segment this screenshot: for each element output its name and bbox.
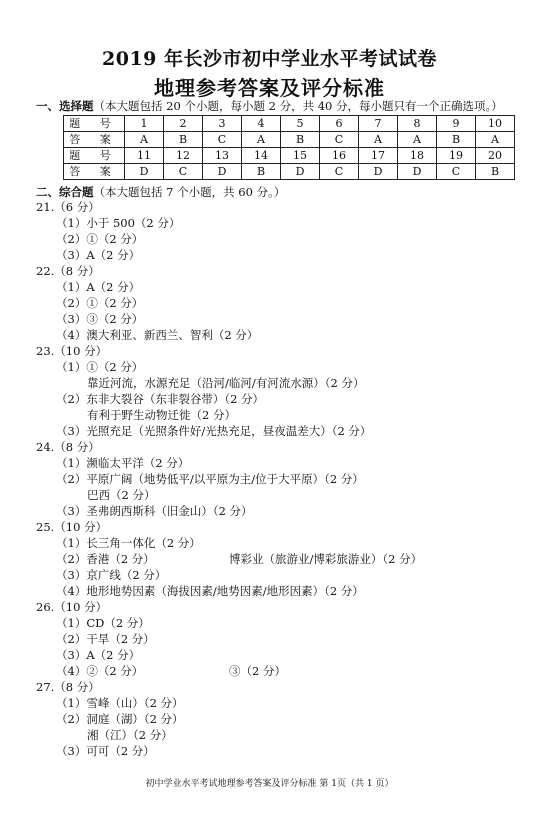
answer-line: （2）①（2 分） xyxy=(56,232,144,246)
answer-table xyxy=(63,115,515,180)
answer-line: （1）小于 500（2 分） xyxy=(56,216,181,230)
answer-cell: D xyxy=(398,164,437,180)
question-number: 15 xyxy=(281,148,320,164)
question-number: 1 xyxy=(125,116,164,132)
answer-cell: A xyxy=(398,132,437,148)
answer-line: （3）A（2 分） xyxy=(56,648,141,662)
answer-line: （2）东非大裂谷（东非裂谷带）（2 分） xyxy=(56,392,265,406)
answer-cell: B xyxy=(476,164,515,180)
answer-line: （2）干旱（2 分） xyxy=(56,632,155,646)
answer-cell: C xyxy=(203,132,242,148)
section1-note: （本大题包括 20 个小题，每小题 2 分，共 40 分，每小题只有一个正确选项。） xyxy=(93,99,503,113)
section2-note: （本大题包括 7 个小题，共 60 分。） xyxy=(93,185,286,199)
answer-line: （3）圣弗朗西斯科（旧金山）（2 分） xyxy=(56,504,253,518)
answer-line: （4）澳大利亚、新西兰、智利（2 分） xyxy=(56,328,259,342)
answer-line: （1）雪峰（山）（2 分） xyxy=(56,696,184,710)
question-number: 2 xyxy=(164,116,203,132)
answer-cell: C xyxy=(164,164,203,180)
answer-cell: A xyxy=(125,132,164,148)
answer-line: （1）濒临太平洋（2 分） xyxy=(56,456,190,470)
table-row-label: 题 号 xyxy=(64,116,125,132)
section1-heading xyxy=(36,98,503,114)
question-number: 4 xyxy=(242,116,281,132)
answer-cell: A xyxy=(242,132,281,148)
answer-cell: B xyxy=(164,132,203,148)
question-number: 6 xyxy=(320,116,359,132)
section1-title: 一、选择题 xyxy=(36,99,94,113)
question-number: 10 xyxy=(476,116,515,132)
answer-cell: D xyxy=(281,164,320,180)
question-heading: 24.（8 分） xyxy=(36,440,100,454)
answer-cell: C xyxy=(320,164,359,180)
answer-cell: B xyxy=(242,164,281,180)
question-heading: 26.（10 分） xyxy=(36,600,108,614)
answer-line: （3）光照充足（光照条件好/光热充足，昼夜温差大）（2 分） xyxy=(56,424,372,438)
answer-line: 巴西（2 分） xyxy=(87,488,156,502)
question-heading: 25.（10 分） xyxy=(36,520,108,534)
question-number: 14 xyxy=(242,148,281,164)
answer-line: 博彩业（旅游业/博彩旅游业）（2 分） xyxy=(229,552,423,566)
table-row xyxy=(64,148,515,164)
answer-cell: B xyxy=(437,132,476,148)
question-number: 11 xyxy=(125,148,164,164)
question-number: 19 xyxy=(437,148,476,164)
section2-heading xyxy=(36,184,285,200)
answer-cell: A xyxy=(476,132,515,148)
answer-line: （4）②（2 分） xyxy=(56,664,144,678)
answer-line: （2）平原广阔（地势低平/以平原为主/位于大平原）（2 分） xyxy=(56,472,364,486)
question-number: 7 xyxy=(359,116,398,132)
answer-cell: D xyxy=(203,164,242,180)
section2-title: 二、综合题 xyxy=(36,185,94,199)
question-number: 9 xyxy=(437,116,476,132)
answer-line: （3）京广线（2 分） xyxy=(56,568,167,582)
answer-cell: C xyxy=(437,164,476,180)
question-heading: 22.（8 分） xyxy=(36,264,100,278)
answer-line: （3）③（2 分） xyxy=(56,312,144,326)
question-number: 18 xyxy=(398,148,437,164)
question-heading: 27.（8 分） xyxy=(36,680,100,694)
table-row xyxy=(64,132,515,148)
table-row-label: 答 案 xyxy=(64,132,125,148)
answer-key-title: 地理参考答案及评分标准 xyxy=(154,76,385,100)
table-row-label: 答 案 xyxy=(64,164,125,180)
question-number: 8 xyxy=(398,116,437,132)
question-number: 3 xyxy=(203,116,242,132)
answer-line: ③（2 分） xyxy=(229,664,286,678)
answer-line: （2）洞庭（湖）（2 分） xyxy=(56,712,184,726)
answer-line: （2）香港（2 分） xyxy=(56,552,155,566)
question-number: 20 xyxy=(476,148,515,164)
question-heading: 23.（10 分） xyxy=(36,344,108,358)
answer-line: （1）CD（2 分） xyxy=(56,616,150,630)
answer-line: （2）①（2 分） xyxy=(56,296,144,310)
question-number: 13 xyxy=(203,148,242,164)
question-heading: 21.（6 分） xyxy=(36,200,100,214)
answer-cell: D xyxy=(359,164,398,180)
question-number: 12 xyxy=(164,148,203,164)
answer-line: 靠近河流，水源充足（沿河/临河/有河流水源）（2 分） xyxy=(87,376,365,390)
question-number: 16 xyxy=(320,148,359,164)
answer-cell: B xyxy=(281,132,320,148)
answer-line: （4）地形地势因素（海拔因素/地势因素/地形因素）（2 分） xyxy=(56,584,364,598)
answer-cell: C xyxy=(320,132,359,148)
answer-line: （1）A（2 分） xyxy=(56,280,141,294)
page-footer: 初中学业水平考试地理参考答案及评分标准 第 1页（共 1 页） xyxy=(145,779,394,789)
table-row-label: 题 号 xyxy=(64,148,125,164)
answer-line: （3）可可（2 分） xyxy=(56,744,155,758)
exam-title: 2019 年长沙市初中学业水平考试试卷 xyxy=(102,48,437,70)
answer-cell: A xyxy=(359,132,398,148)
answer-line: （3）A（2 分） xyxy=(56,248,141,262)
table-row xyxy=(64,116,515,132)
question-number: 17 xyxy=(359,148,398,164)
answer-line: 湘（江）（2 分） xyxy=(87,728,173,742)
question-number: 5 xyxy=(281,116,320,132)
answer-line: （1）①（2 分） xyxy=(56,360,144,374)
table-row xyxy=(64,164,515,180)
answer-line: 有利于野生动物迁徙（2 分） xyxy=(87,408,236,422)
answer-line: （1）长三角一体化（2 分） xyxy=(56,536,201,550)
answer-cell: D xyxy=(125,164,164,180)
